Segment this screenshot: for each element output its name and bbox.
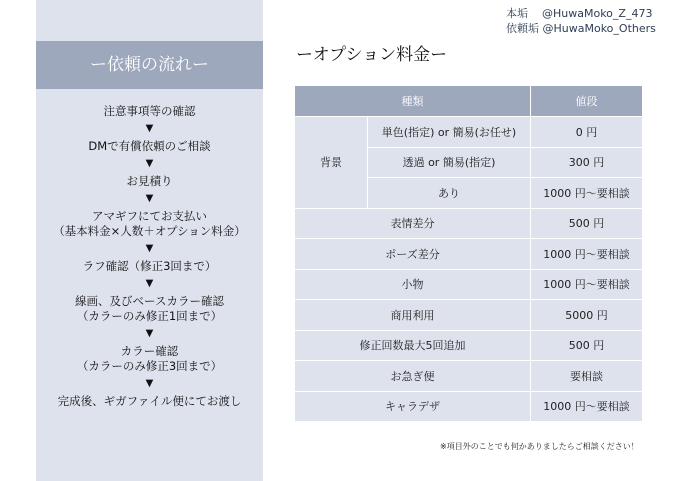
account-info — [506, 6, 656, 36]
flow-step — [36, 104, 263, 119]
flow-step-line: 完成後、ギガファイル便にてお渡し — [57, 394, 242, 408]
request-flow-title: ー依頼の流れー — [36, 41, 263, 89]
down-arrow-icon: ▼ — [145, 123, 154, 134]
option-price: 500 円 — [531, 331, 642, 361]
flow-step-line: （基本料金×人数＋オプション料金） — [53, 224, 246, 238]
down-arrow-icon: ▼ — [145, 328, 154, 339]
flow-step — [36, 259, 263, 274]
main-account-line — [506, 6, 656, 21]
flow-step-line: お見積り — [126, 174, 173, 188]
flow-step — [36, 139, 263, 154]
flow-step-line: （カラーのみ修正3回まで） — [76, 359, 223, 373]
request-account-handle[interactable]: @HuwaMoko_Others — [542, 22, 656, 35]
header-price: 値段 — [531, 86, 642, 116]
flow-step-line: カラー確認 — [120, 344, 179, 358]
down-arrow-icon: ▼ — [145, 193, 154, 204]
option-price: 0 円 — [531, 117, 642, 147]
flow-step — [36, 174, 263, 189]
down-arrow-icon: ▼ — [145, 243, 154, 254]
request-account-line — [506, 21, 656, 36]
flow-step — [36, 294, 263, 324]
flow-step-line: （カラーのみ修正1回まで） — [76, 309, 223, 323]
flow-step — [36, 344, 263, 374]
option-name: 単色(指定) or 簡易(お任せ) — [368, 117, 530, 147]
option-price: 500 円 — [531, 209, 642, 239]
table-row — [295, 392, 642, 422]
flow-step-line: 線画、及びベースカラー確認 — [75, 294, 224, 308]
flow-step-line: ラフ確認（修正3回まで） — [82, 259, 217, 273]
option-name: あり — [368, 178, 530, 208]
option-name: お急ぎ便 — [295, 361, 530, 391]
request-flow-steps — [36, 104, 263, 409]
option-name: 表情差分 — [295, 209, 530, 239]
flow-step-line: 注意事項等の確認 — [103, 104, 196, 118]
flow-step — [36, 209, 263, 239]
option-price: 1000 円～要相談 — [531, 239, 642, 269]
option-price: 1000 円～要相談 — [531, 178, 642, 208]
down-arrow-icon: ▼ — [145, 378, 154, 389]
background-label: 背景 — [295, 117, 367, 208]
main-account-label: 本垢 — [506, 7, 528, 20]
flow-step-line: DMで有償依頼のご相談 — [88, 139, 211, 153]
option-price: 5000 円 — [531, 300, 642, 330]
table-row — [295, 270, 642, 300]
table-row — [295, 117, 642, 147]
option-name: キャラデザ — [295, 392, 530, 422]
flow-step-line: アマギフにてお支払い — [92, 209, 207, 223]
table-row — [295, 300, 642, 330]
option-price-table — [294, 85, 643, 422]
down-arrow-icon: ▼ — [145, 278, 154, 289]
table-row — [295, 239, 642, 269]
down-arrow-icon: ▼ — [145, 158, 154, 169]
options-note: ※項目外のことでも何かありましたらご相談ください！ — [440, 442, 639, 451]
table-row — [295, 361, 642, 391]
option-name: 商用利用 — [295, 300, 530, 330]
option-price: 要相談 — [531, 361, 642, 391]
option-price: 300 円 — [531, 148, 642, 178]
option-name: 修正回数最大5回追加 — [295, 331, 530, 361]
options-title: ーオプション料金ー — [296, 45, 448, 65]
option-name: ポーズ差分 — [295, 239, 530, 269]
option-price: 1000 円～要相談 — [531, 392, 642, 422]
main-account-handle[interactable]: @HuwaMoko_Z_473 — [542, 7, 653, 20]
table-row — [295, 209, 642, 239]
request-flow-panel — [36, 0, 263, 481]
table-row — [295, 331, 642, 361]
request-account-label: 依頼垢 — [506, 22, 539, 35]
header-type: 種類 — [295, 86, 530, 116]
flow-step — [36, 394, 263, 409]
option-name: 小物 — [295, 270, 530, 300]
option-price: 1000 円～要相談 — [531, 270, 642, 300]
table-header-row — [295, 86, 642, 116]
option-name: 透過 or 簡易(指定) — [368, 148, 530, 178]
